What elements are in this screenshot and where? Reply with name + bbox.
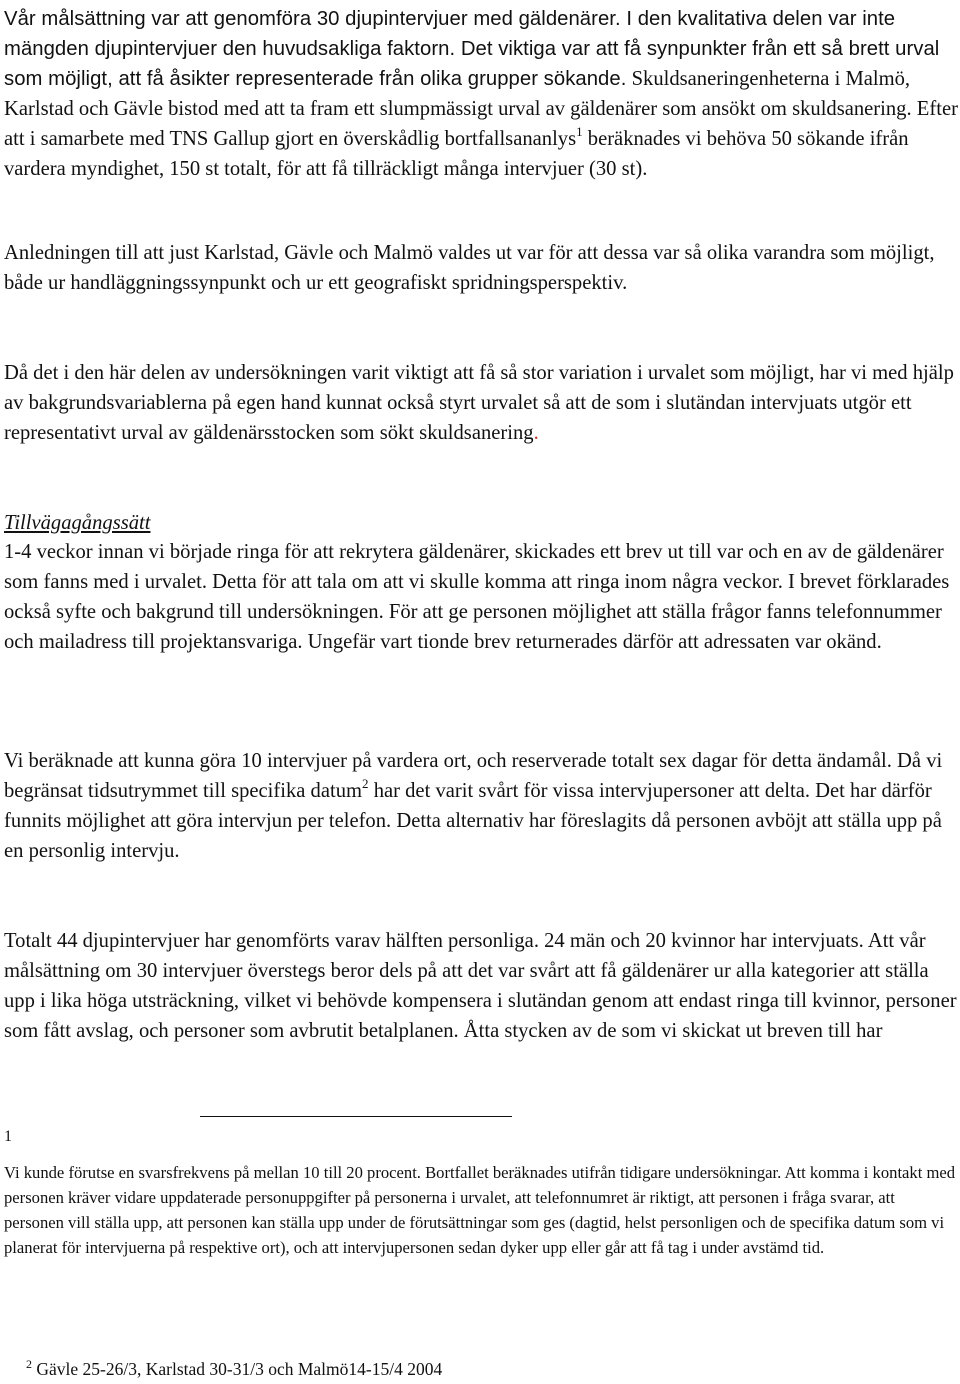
paragraph-goal-serif-c: beräknades vi behöva 50 sökande ifrån vardera myndighet, 150 st totalt, för att få tillräckligt många intervjuer (30 st). — [4, 128, 909, 180]
paragraph-procedure: 1-4 veckor innan vi började ringa för att rekrytera gäldenärer, skickades ett brev ut till var och en av de gäldenärer som fanns med i urvalet. Detta för att tala om att vi skulle komma att ringa inom några veckor. I brevet förklarades också syfte och bakgrund till undersökningen. För att ge personen möjlighet att ställa frågor fanns telefonnummer och mailadress till projektansvariga. Ungefär vart tionde brev returnerades därför att adressaten var okänd. — [4, 541, 950, 653]
footnote-1-text: Vi kunde förutse en svarsfrekvens på mellan 10 till 20 procent. Bortfallet beräknades utifrån tidigare undersökningar. Att komma i kontakt med personen kräver vidare uppdaterade personuppgifter på personerna i urvalet, att telefonnumret är riktigt, att personen i fråga svarar, att personen vill ställa upp, att personen kan ställa upp under de förutsättningar som ges (dagtid, helst personligen och de specifika datum som vi planerat för intervjuerna på respektive ort), och att intervjupersonen sedan dyker upp eller går att få tag i under avstämd tid. — [4, 1163, 956, 1257]
footnote-2 — [26, 1357, 442, 1381]
paragraph-schedule — [4, 746, 958, 866]
paragraph-schedule-text-a: Vi beräknade att kunna göra 10 intervjuer på vardera ort, och reserverade totalt sex dagar för detta ändamål. Då vi begränsat tidsutrymmet till specifika datum — [4, 750, 943, 802]
footnote-divider — [200, 1116, 512, 1117]
footnote-1-number: 1 — [4, 1128, 12, 1145]
footnote-ref-1: 1 — [576, 124, 583, 139]
footnote-2-text: Gävle 25-26/3, Karlstad 30-31/3 och Malmö14-15/4 2004 — [36, 1359, 443, 1379]
paragraph-variation-text: Då det i den här delen av undersökningen varit viktigt att få så stor variation i urvalet som möjligt, har vi med hjälp av bakgrundsvariablerna på egen hand kunnat också styrt urvalet så att de som i slutändan intervjuats utgör ett representativt urval av gäldenärsstocken som sökt skuldsanering — [4, 362, 954, 444]
paragraph-goal — [4, 4, 958, 184]
footnote-2-number: 2 — [26, 1357, 32, 1371]
paragraph-goal-serif-b: Efter att i samarbete med TNS Gallup gjort en överskådlig bortfallsananlys — [4, 98, 958, 150]
paragraph-selection-reason: Anledningen till att just Karlstad, Gävle och Malmö valdes ut var för att dessa var så olika varandra som möjligt, både ur handläggningssynpunkt och ur ett geografiskt spridningsperspektiv. — [4, 242, 935, 294]
paragraph-goal-serif-a: Skuldsaneringenheterna i Malmö, Karlstad och Gävle bistod med att ta fram ett slumpmässigt urval av gäldenärer som ansökt om skuldsanering. — [4, 68, 912, 120]
paragraph-schedule-text-b: har det varit svårt för vissa intervjupersoner att delta. Det har därför funnits möjlighet att göra intervjun per telefon. Detta alternativ har föreslagits då personen avböjt att ställa upp på en personlig intervju. — [4, 780, 942, 862]
paragraph-goal-sans-text: Vår målsättning var att genomföra 30 djupintervjuer med gäldenärer. I den kvalitativa delen var inte mängden djupintervjuer den huvudsakliga faktorn. Det viktiga var att få synpunkter från ett så brett urval som möjligt, att få åsikter representerade från olika grupper sökande. — [4, 8, 940, 90]
paragraph-variation — [4, 358, 958, 448]
footnote-ref-2: 2 — [362, 776, 369, 791]
paragraph-variation-end-dot: . — [533, 422, 539, 444]
section-heading: Tillvägagångssätt — [4, 512, 151, 534]
paragraph-total: Totalt 44 djupintervjuer har genomförts varav hälften personliga. 24 män och 20 kvinnor har intervjuats. Att vår målsättning om 30 intervjuer överstegs beror dels på att det var svårt att få gäldenärer ur alla kategorier att ställa upp i lika höga utsträckning, vilket vi behövde kompensera i slutändan genom att endast ringa till kvinnor, personer som fått avslag, och personer som avbrutit betalplanen. Åtta stycken av de som vi skickat ut breven till har — [4, 930, 957, 1042]
